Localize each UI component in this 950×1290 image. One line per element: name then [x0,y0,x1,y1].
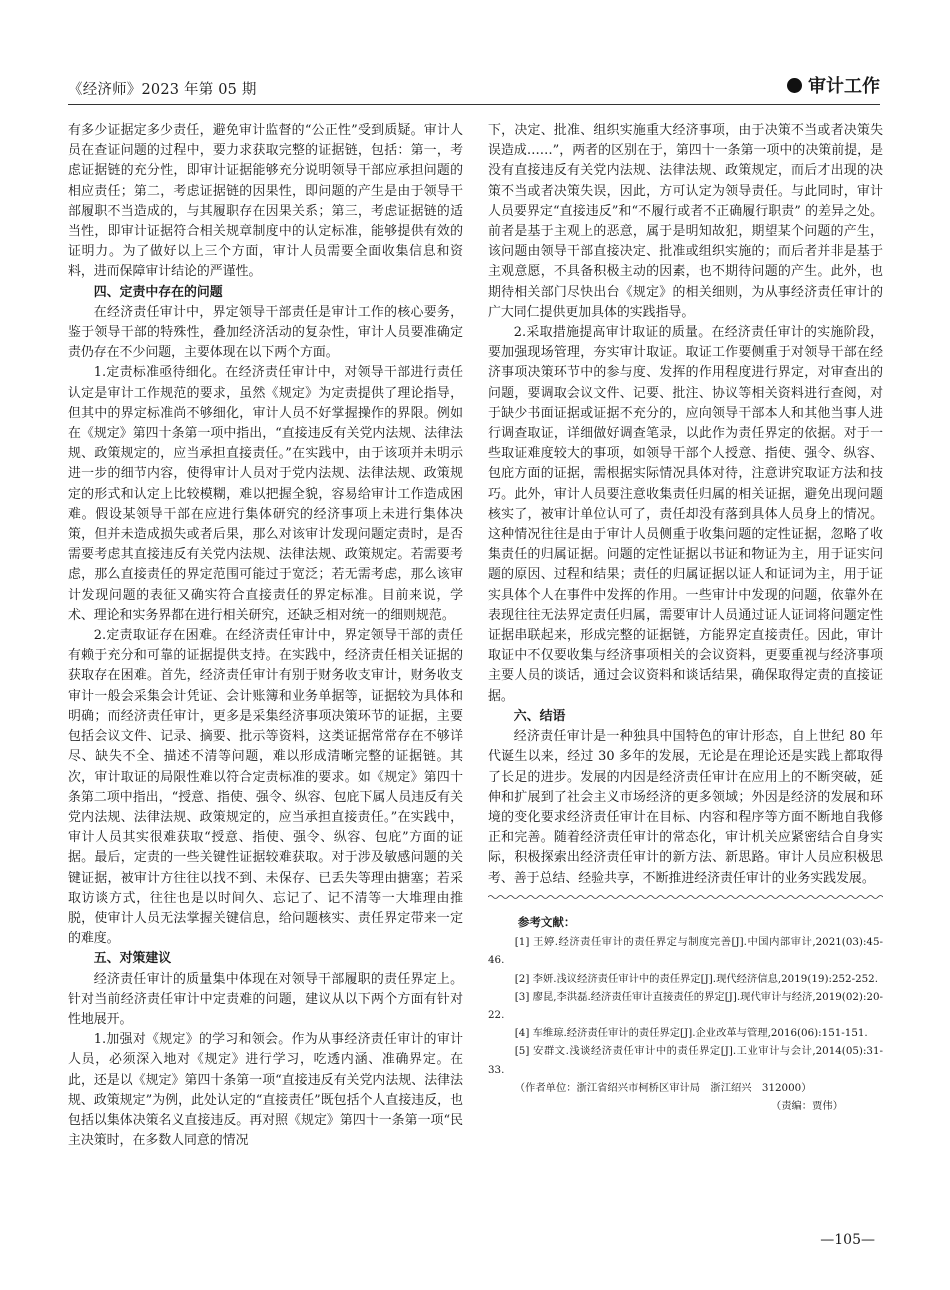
references [488,913,883,1115]
section-heading: 四、定责中存在的问题 [93,284,223,300]
author-affiliation: （作者单位：浙江省绍兴市柯桥区审计局 浙江绍兴 312000） [514,1081,812,1094]
right-column [488,121,883,1115]
bullet-dot-icon [787,78,802,93]
wavy-divider [488,894,883,900]
paragraph: 2.定责取证存在困难。在经济责任审计中，界定领导干部的责任有赖于充分和可靠的证据提供支持。在实践中，经济责任相关证据的获取存在困难。首先，经济责任审计有别于财务收支审计，财务收支审计一般会采集会计凭证、会计账簿和业务单据等，证据较为具体和明确；而经济责任审计，更多是采集经济事项决策环节的证据，主要包括会议文件、记录、摘要、批示等资料，这类证据常常存在不够详尽、缺失不全、描述不清等问题，难以形成清晰完整的证据链。其次，审计取证的局限性难以符合定责标准的要求。如《规定》第四十条第二项中指出，“授意、指使、强令、纵容、包庇下属人员违反有关党内法规、法律法规、政策规定的，应当承担直接责任。”在实践中，审计人员其实很难获取“授意、指使、强令、纵容、包庇”方面的证据。最后，定责的一些关键性证据较难获取。对于涉及敏感问题的关键证据，被审计方往往以找不到、未保存、已丢失等理由搪塞；若采取访谈方式，往往也是以时间久、忘记了、记不清等一大堆理由推脱，使审计人员无法掌握关键信息，给问题核实、责任界定带来一定的难度。 [68,628,463,947]
reference-item: [2] 李妍.浅议经济责任审计中的责任界定[J].现代经济信息,2019(19):252-252. [514,972,879,985]
journal-title: 《经济师》2023 年第 05 期 [68,82,257,98]
section-heading: 五、对策建议 [93,951,172,967]
paragraph: 有多少证据定多少责任，避免审计监督的“公正性”受到质疑。审计人员在查证问题的过程中，要力求获取完整的证据链，包括：第一，考虑证据链的充分性，即审计证据能够充分说明领导干部应承担问题的相应责任；第二，考虑证据链的因果性，即问题的产生是由于领导干部履职不当造成的，与其履职存在因果关系；第三，考虑证据链的适当性，即审计证据符合相关规章制度中的认定标准，能够提供有效的证明力。为了做好以上三个方面，审计人员需要全面收集信息和资料，进而保障审计结论的严谨性。 [68,123,463,280]
section-heading: 六、结语 [513,708,566,724]
paragraph: 1.加强对《规定》的学习和领会。作为从事经济责任审计的审计人员，必须深入地对《规定》进行学习，吃透内涵、准确界定。在此，还是以《规定》第四十条第一项“直接违反有关党内法规、法律法规、政策规定”为例，此处认定的“直接责任”既包括个人直接违反，也包括以集体决策名义直接违反。再对照《规定》第四十一条第一项“民主决策时，在多数人同意的情况 [68,1032,463,1149]
references-title: 参考文献： [517,914,576,929]
page-number: —105— [820,1232,875,1248]
section-label [787,72,880,98]
left-column [68,121,463,1151]
reference-item: [3] 廖昆,李洪磊.经济责任审计直接责任的界定[J].现代审计与经济,2019(02):20-22. [488,990,883,1021]
paragraph: 经济责任审计是一种独具中国特色的审计形态，自上世纪 80 年代诞生以来，经过 30 多年的发展，无论是在理论还是实践上都取得了长足的进步。发展的内因是经济责任审计在应用上的不断突破，延伸和扩展到了社会主义市场经济的更多领域；外因是经济的发展和环境的变化要求经济责任审计在目标、内容和程序等方面不断地自我修正和完善。随着经济责任审计的常态化，审计机关应紧密结合自身实际，积极探索出经济责任审计的新方法、新思路。审计人员应积极思考、善于总结、经验共享，不断推进经济责任审计的业务实践发展。 [488,729,883,886]
paragraph: 下，决定、批准、组织实施重大经济事项，由于决策不当或者决策失误造成……”，两者的区别在于，第四十一条第一项中的决策前提，是没有直接违反有关党内法规、法律法规、政策规定，而后才出现的决策不当或者决策失误，因此，方可认定为领导责任。与此同时，审计人员要界定“直接违反”和“不履行或者不正确履行职责” 的差异之处。前者是基于主观上的恶意，属于是明知故犯，期望某个问题的产生，该问题由领导干部直接决定、批准或组织实施的；而后者并非是基于主观意愿，不具备积极主动的因素，也不期待问题的产生。此外，也期待相关部门尽快出台《规定》的相关细则，为从事经济责任审计的广大同仁提供更加具体的实践指导。 [488,123,883,320]
editor-note: （责编：贾伟） [770,1099,843,1112]
paragraph: 经济责任审计的质量集中体现在对领导干部履职的责任界定上。针对当前经济责任审计中定责难的问题，建议从以下两个方面有针对性地展开。 [68,971,463,1027]
reference-item: [1] 王婷.经济责任审计的责任界定与制度完善[J].中国内部审计,2021(03):45-46. [488,936,883,967]
paragraph: 1.定责标准亟待细化。在经济责任审计中，对领导干部进行责任认定是审计工作规范的要求，虽然《规定》为定责提供了理论指导，但其中的界定标准尚不够细化，审计人员不好掌握操作的界限。例如在《规定》第四十条第一项中指出，“直接违反有关党内法规、法律法规、政策规定的，应当承担直接责任。”在实践中，由于该项并未明示进一步的细节内容，使得审计人员对于党内法规、法律法规、政策规定的形式和认定上比较模糊，难以把握全貌，容易给审计工作造成困难。假设某领导干部在应进行集体研究的经济事项上未进行集体决策，但并未造成损失或者后果，那么对该审计发现问题定责时，是否需要考虑其直接违反有关党内法规、法律法规、政策规定。若需要考虑，那么直接责任的界定范围可能过于宽泛；若无需考虑，那么该审计发现问题的表征又确实符合直接责任的界定标准。目前来说，学术、理论和实务界都在进行相关研究，还缺乏相对统一的细则规范。 [68,365,463,623]
header-divider [68,104,880,105]
reference-item: [4] 车维琼.经济责任审计的责任界定[J].企业改革与管理,2016(06):151-151. [514,1027,868,1040]
paragraph: 2.采取措施提高审计取证的质量。在经济责任审计的实施阶段，要加强现场管理，夯实审计取证。取证工作要侧重于对领导干部在经济事项决策环节中的参与度、发挥的作用程度进行界定，对审查出的问题，要调取会议文件、记要、批注、协议等相关资料进行查阅，对于缺少书面证据或证据不充分的，应向领导干部本人和其他当事人进行调查取证，详细做好调查笔录，以此作为责任界定的依据。对于一些取证难度较大的事项，如领导干部个人授意、指使、强令、纵容、包庇方面的证据，需根据实际情况具体对待，注意讲究取证方法和技巧。此外，审计人员要注意收集责任归属的相关证据，避免出现问题核实了，被审计单位认可了，责任却没有落到具体人员身上的情况。这种情况往往是由于审计人员侧重于收集问题的定性证据，忽略了收集责任的归属证据。问题的定性证据以书证和物证为主，用于证实问题的原因、过程和结果；责任的归属证据以证人和证词为主，用于证实具体个人在事件中发挥的作用。一些审计中发现的问题，依靠外在表现往往无法界定责任归属，需要审计人员通过证人证词将问题定性证据串联起来，形成完整的证据链，方能界定直接责任。因此，审计取证中不仅要收集与经济事项相关的会议资料，更要重视与经济事项主要人员的谈话，通过会议资料和谈话结果，确保取得定责的直接证据。 [488,325,883,704]
paragraph: 在经济责任审计中，界定领导干部责任是审计工作的核心要务，鉴于领导干部的特殊性，叠加经济活动的复杂性，审计人员要准确定责仍存在不少问题，主要体现在以下两个方面。 [68,304,463,361]
reference-item: [5] 安群文.浅谈经济责任审计中的责任界定[J].工业审计与会计,2014(05):31-33. [488,1045,883,1076]
section-name: 审计工作 [808,76,880,97]
